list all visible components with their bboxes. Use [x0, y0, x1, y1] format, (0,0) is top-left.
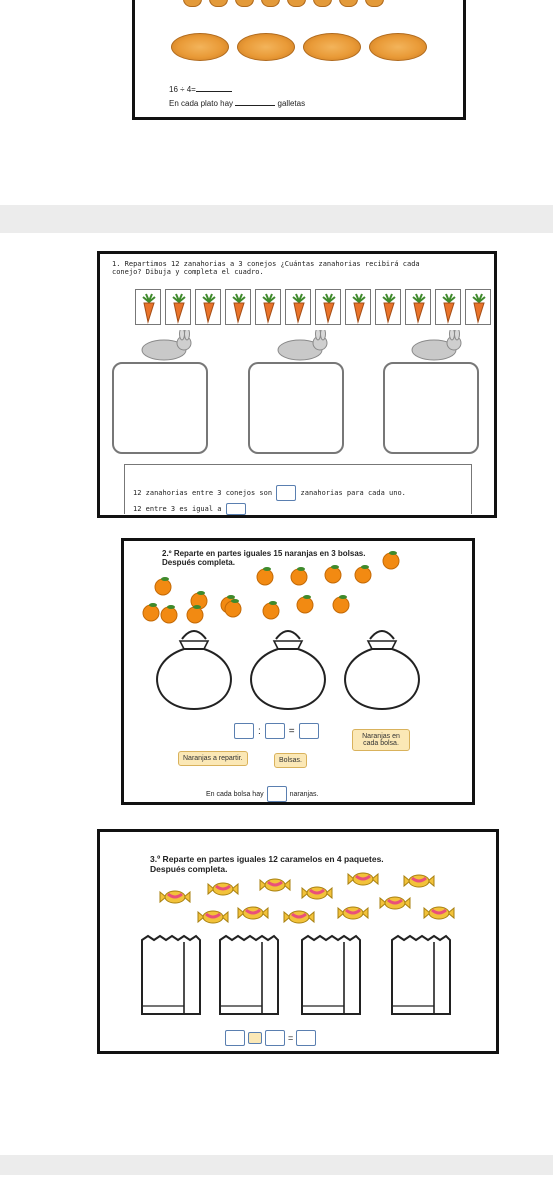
- answer-box[interactable]: [267, 786, 287, 802]
- title-line: Después completa.: [162, 558, 235, 567]
- cookie-icon: [235, 0, 254, 7]
- rabbit-icon: [274, 330, 330, 362]
- candy-icon: [196, 908, 230, 926]
- question-line: conejo? Dibuja y completa el cuadro.: [112, 268, 264, 276]
- orange-icon: [152, 575, 174, 597]
- paper-bag-icon: [298, 932, 364, 1018]
- dividend-box[interactable]: [234, 723, 254, 739]
- division-equation: [234, 723, 319, 739]
- paper-bag-icon: [388, 932, 454, 1018]
- cookie-icon: [339, 0, 358, 7]
- cookie-icon: [287, 0, 306, 7]
- cookie-icon: [261, 0, 280, 7]
- drawing-box[interactable]: [383, 362, 479, 454]
- carrot-icon: [195, 289, 221, 325]
- bag-icon: [148, 619, 240, 711]
- orange-icon: [260, 599, 282, 621]
- orange-icon: [380, 549, 402, 571]
- answer-box[interactable]: [226, 503, 246, 515]
- divisor-box[interactable]: [265, 723, 285, 739]
- equation-text: 16 ÷ 4=: [169, 85, 196, 94]
- carrot-icon: [165, 289, 191, 325]
- rabbit-icon: [408, 330, 464, 362]
- question-text: [112, 260, 420, 276]
- callout-divisor: Bolsas.: [274, 753, 307, 768]
- rabbit-icon: [138, 330, 194, 362]
- divisor-box[interactable]: [265, 1030, 285, 1046]
- question-line: 1. Repartimos 12 zanahorias a 3 conejos ¿Cuántas zanahorias recibirá cada: [112, 260, 420, 268]
- plate-row: [171, 33, 427, 61]
- drawing-box[interactable]: [248, 362, 344, 454]
- page-separator: [0, 205, 553, 233]
- plate-icon: [171, 33, 229, 61]
- candy-icon: [206, 880, 240, 898]
- carrot-icon: [435, 289, 461, 325]
- carrot-row: [135, 289, 491, 325]
- footer-text: naranjas.: [289, 790, 319, 798]
- answer-blank[interactable]: [196, 85, 232, 92]
- plate-icon: [237, 33, 295, 61]
- callout-dividend: Naranjas a repartir.: [178, 751, 248, 766]
- candy-icon: [300, 884, 334, 902]
- candy-icon: [282, 908, 316, 926]
- cookie-icon: [365, 0, 384, 7]
- title-line: 2.º Reparte en partes iguales 15 naranjas en 3 bolsas.: [162, 549, 366, 558]
- page-separator: [0, 1155, 553, 1175]
- candy-icon: [336, 904, 370, 922]
- answer-text: zanahorias para cada uno.: [300, 489, 406, 497]
- answer-line: [133, 503, 246, 515]
- candy-icon: [158, 888, 192, 906]
- title-line: 3.º Reparte en partes iguales 12 caramelos en 4 paquetes.: [150, 854, 384, 864]
- orange-icon: [288, 565, 310, 587]
- equals-sign: =: [288, 725, 295, 737]
- worksheet-card-carrots: [97, 251, 497, 518]
- division-equation: [169, 85, 232, 94]
- candy-icon: [402, 872, 436, 890]
- bag-icon: [336, 619, 428, 711]
- candy-icon: [346, 870, 380, 888]
- answer-text: 12 entre 3 es igual a: [133, 505, 222, 513]
- cookie-sentence: [169, 99, 305, 108]
- candy-icon: [258, 876, 292, 894]
- carrot-icon: [285, 289, 311, 325]
- divide-sign-box: [248, 1032, 262, 1044]
- carrot-icon: [345, 289, 371, 325]
- sentence-start: En cada plato hay: [169, 99, 234, 108]
- drawing-box[interactable]: [112, 362, 208, 454]
- paper-bag-icon: [216, 932, 282, 1018]
- answer-line: [133, 485, 406, 501]
- title-line: Después completa.: [150, 864, 228, 874]
- orange-icon: [254, 565, 276, 587]
- candy-icon: [378, 894, 412, 912]
- answer-box[interactable]: [276, 485, 296, 501]
- orange-icon: [352, 563, 374, 585]
- equals-sign: =: [288, 1033, 294, 1043]
- worksheet-card-oranges: [121, 538, 475, 805]
- plate-icon: [303, 33, 361, 61]
- cookie-icon: [209, 0, 228, 7]
- footer-text: En cada bolsa hay: [206, 790, 264, 798]
- sentence-end: galletas: [277, 99, 306, 108]
- orange-icon: [222, 597, 244, 619]
- carrot-icon: [465, 289, 491, 325]
- footer-sentence: [206, 786, 318, 802]
- division-equation: [225, 1030, 316, 1046]
- quotient-box[interactable]: [296, 1030, 316, 1046]
- worksheet-card-cookies: [132, 0, 466, 120]
- carrot-icon: [315, 289, 341, 325]
- carrot-icon: [375, 289, 401, 325]
- cookie-icon: [313, 0, 332, 7]
- answer-blank[interactable]: [235, 99, 275, 106]
- quotient-box[interactable]: [299, 723, 319, 739]
- candy-icon: [422, 904, 456, 922]
- carrot-icon: [225, 289, 251, 325]
- orange-icon: [322, 563, 344, 585]
- carrot-icon: [405, 289, 431, 325]
- bag-icon: [242, 619, 334, 711]
- orange-icon: [330, 593, 352, 615]
- cookie-row: [183, 0, 384, 7]
- orange-icon: [294, 593, 316, 615]
- paper-bag-icon: [138, 932, 204, 1018]
- answer-panel: [124, 464, 472, 514]
- callout-quotient: Naranjas en cada bolsa.: [352, 729, 410, 751]
- candy-icon: [236, 904, 270, 922]
- worksheet-card-candies: [97, 829, 499, 1054]
- divide-sign: :: [258, 725, 261, 737]
- cookie-icon: [183, 0, 202, 7]
- plate-icon: [369, 33, 427, 61]
- dividend-box[interactable]: [225, 1030, 245, 1046]
- carrot-icon: [135, 289, 161, 325]
- carrot-icon: [255, 289, 281, 325]
- answer-text: 12 zanahorias entre 3 conejos son: [133, 489, 273, 497]
